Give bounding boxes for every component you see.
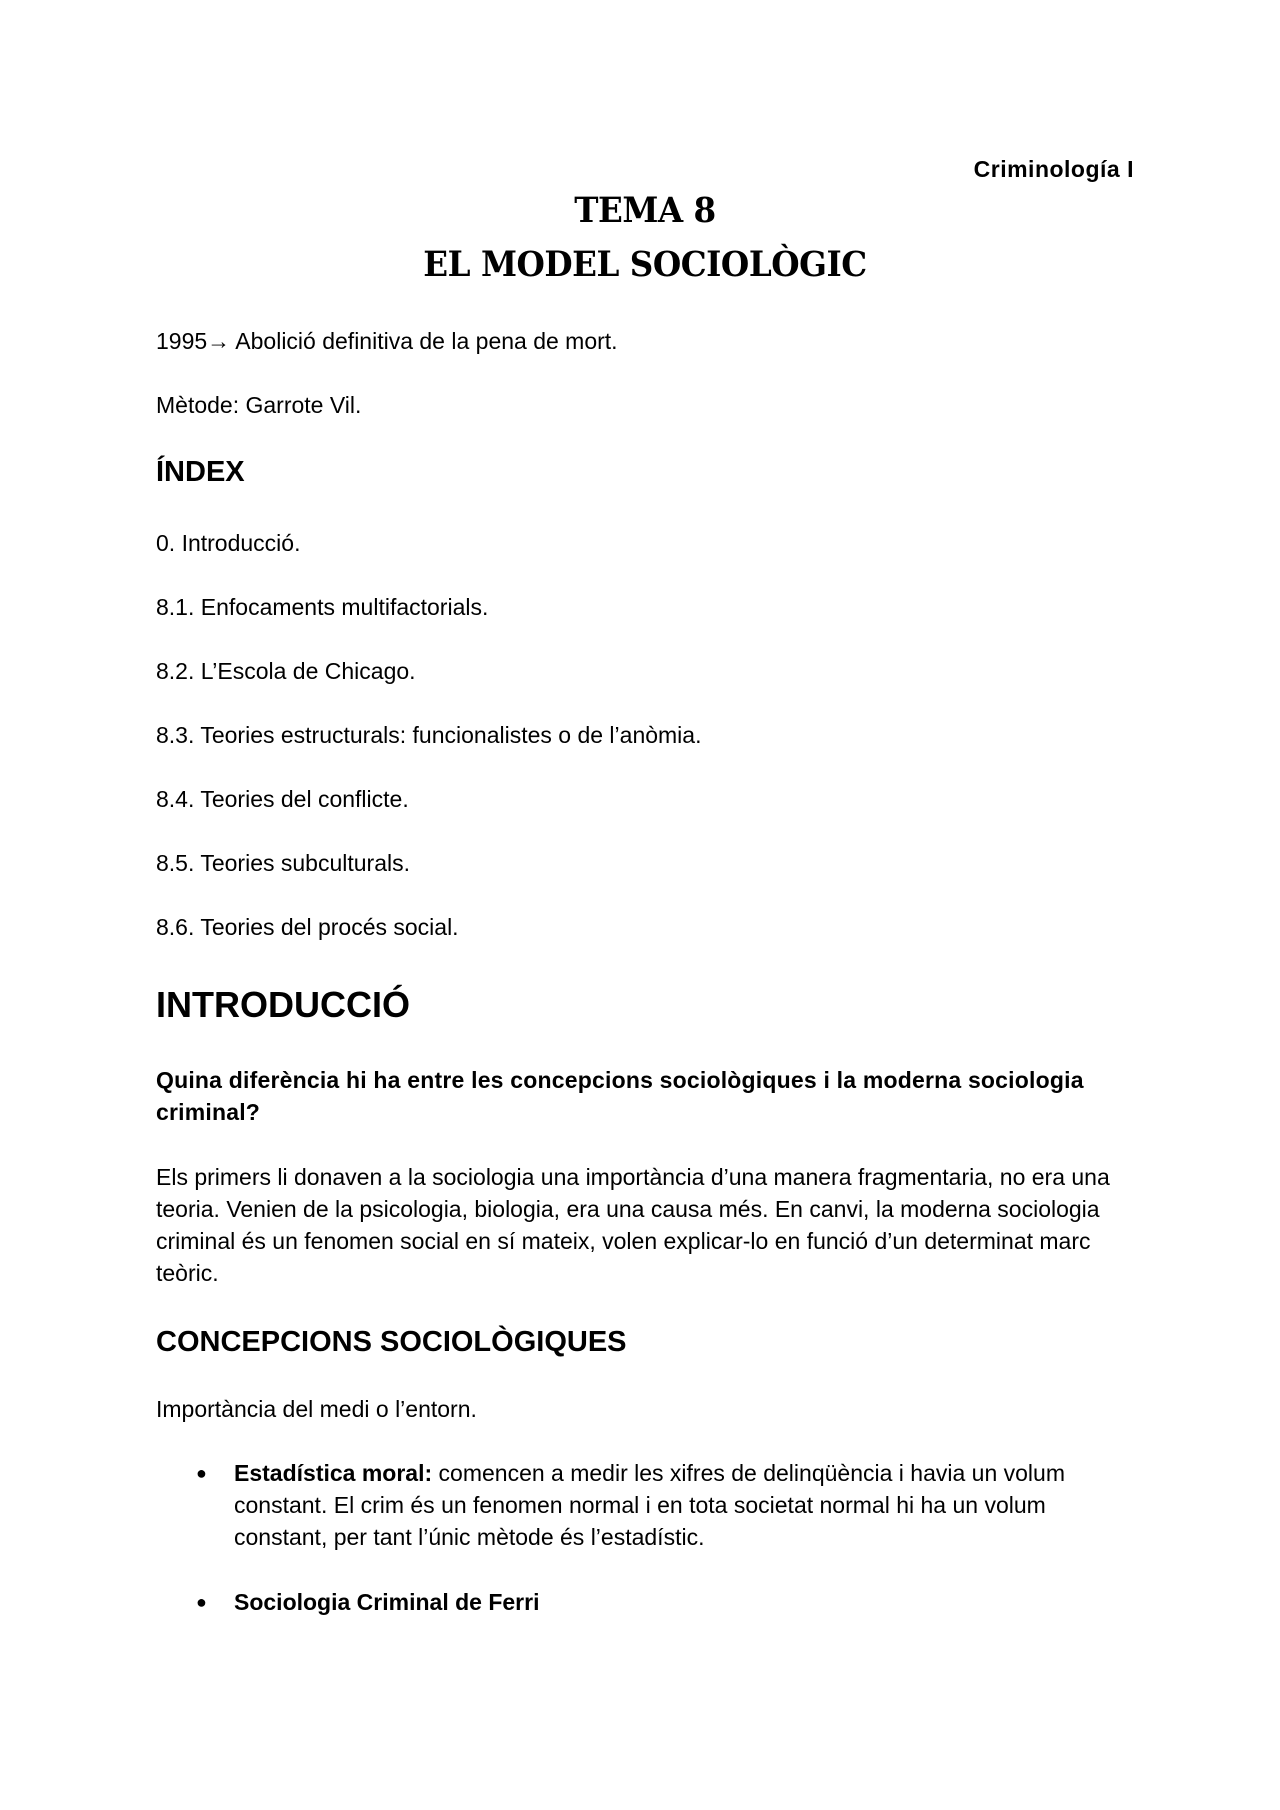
- list-item: [196, 1586, 1096, 1618]
- index-item: 8.4. Teories del conflicte.: [156, 786, 409, 812]
- index-item: 8.1. Enfocaments multifactorials.: [156, 594, 489, 620]
- bullet-icon: ●: [196, 1463, 207, 1483]
- index-item: 0. Introducció.: [156, 530, 301, 556]
- list-item-term: Estadística moral:: [234, 1460, 433, 1486]
- title-line-2: EL MODEL SOCIOLÒGIC: [423, 244, 867, 285]
- index-item: 8.3. Teories estructurals: funcionalistes o de l’anòmia.: [156, 722, 702, 748]
- intro-line-1: 1995→ Abolició definitiva de la pena de mort.: [156, 328, 618, 354]
- intro-question: Quina diferència hi ha entre les concepcions sociològiques i la moderna sociologia criminal?: [156, 1067, 1084, 1125]
- concepcions-heading: CONCEPCIONS SOCIOLÒGIQUES: [156, 1326, 627, 1358]
- intro-line-2: Mètode: Garrote Vil.: [156, 392, 362, 418]
- concepcions-intro: Importància del medi o l’entorn.: [156, 1396, 477, 1422]
- course-name: Criminología I: [973, 156, 1134, 182]
- list-item-term: Sociologia Criminal de Ferri: [234, 1589, 540, 1615]
- intro-paragraph: Els primers li donaven a la sociologia una importància d’una manera fragmentaria, no era una teoria. Venien de la psicologia, biologia, era una causa més. En canvi, la moderna sociologia criminal és un fenomen social en sí mateix, volen explicar-lo en funció d’un determinat marc teòric.: [156, 1164, 1110, 1286]
- list-item-body: comencen a medir les xifres de delinqüència i havia un volum constant. El crim és un fenomen normal i en tota societat normal hi ha un volum constant, per tant l’únic mètode és l’estadístic.: [234, 1460, 1065, 1550]
- list-item-text: [234, 1457, 1096, 1553]
- list-item-text: [234, 1586, 1096, 1618]
- title-line-1: TEMA 8: [574, 190, 716, 231]
- bullet-icon: ●: [196, 1592, 207, 1612]
- list-item: [196, 1457, 1096, 1553]
- index-heading: ÍNDEX: [156, 456, 245, 488]
- introduccio-heading: INTRODUCCIÓ: [156, 984, 410, 1025]
- index-item: 8.5. Teories subculturals.: [156, 850, 410, 876]
- index-item: 8.2. L’Escola de Chicago.: [156, 658, 416, 684]
- index-item: 8.6. Teories del procés social.: [156, 914, 459, 940]
